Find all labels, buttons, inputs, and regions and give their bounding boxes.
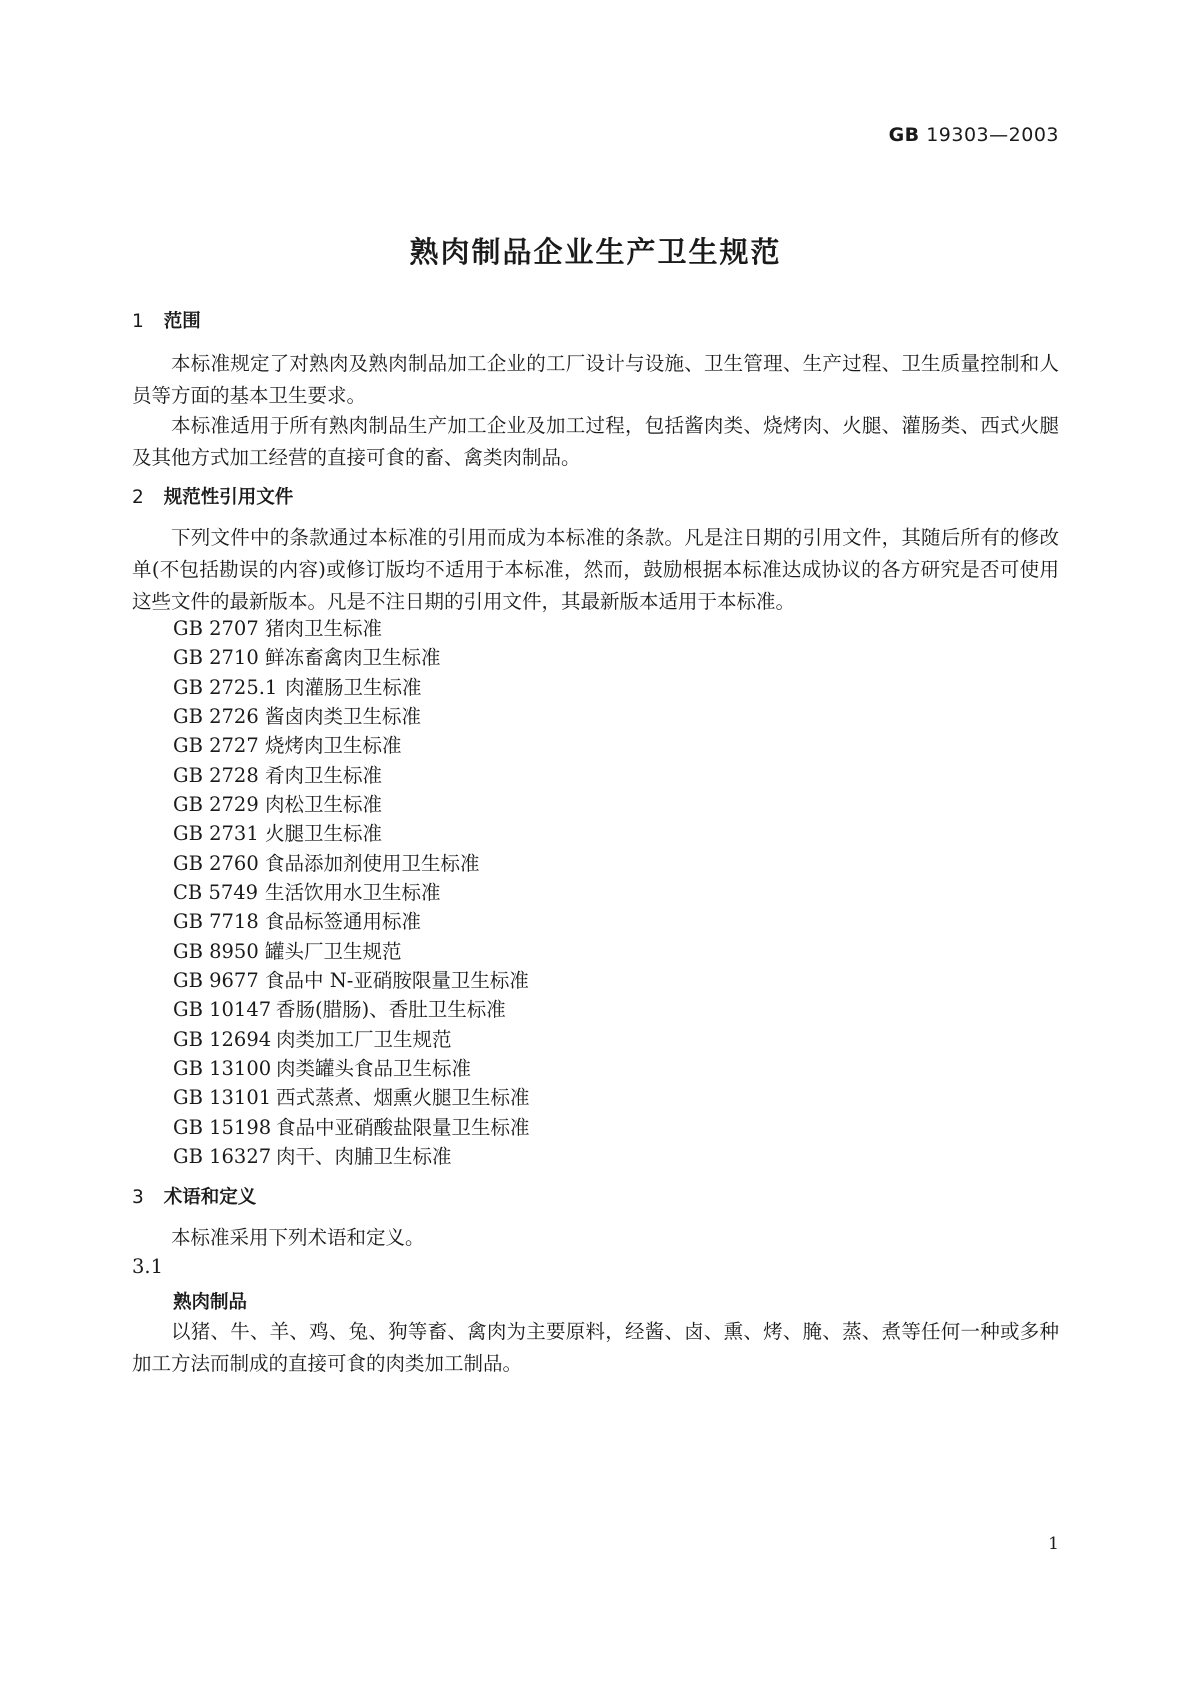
reference-item [173,789,382,817]
reference-code: GB 2731 [173,822,259,845]
reference-item [173,1141,452,1169]
reference-code: GB 12694 [173,1028,272,1051]
reference-item [173,642,441,670]
reference-code: GB 16327 [173,1145,272,1168]
reference-item [173,701,421,729]
standard-code [889,124,1059,146]
section-1-paragraph-2: 本标准适用于所有熟肉制品生产加工企业及加工过程，包括酱肉类、烧烤肉、火腿、灌肠类、西式火腿及其他方式加工经营的直接可食的畜、禽类肉制品。 [132,414,1059,469]
reference-item [173,1053,471,1081]
reference-code: GB 2710 [173,646,259,669]
reference-code: GB 10147 [173,998,272,1021]
reference-item [173,613,382,641]
reference-item [173,965,529,993]
document-title: 熟肉制品企业生产卫生规范 [409,235,782,269]
reference-title: 火腿卫生标准 [265,822,383,845]
reference-code: GB 2727 [173,734,259,757]
reference-code: GB 2760 [173,852,259,875]
reference-code: GB 2725.1 [173,676,278,699]
reference-title: 食品中亚硝酸盐限量卫生标准 [276,1116,530,1139]
term-definition: 以猪、牛、羊、鸡、兔、狗等畜、禽肉为主要原料，经酱、卤、熏、烤、腌、蒸、煮等任何一种或多种加工方法而制成的直接可食的肉类加工制品。 [132,1320,1059,1375]
reference-item [173,1082,530,1110]
page-number: 1 [1048,1534,1059,1554]
reference-title: 肉类罐头食品卫生标准 [276,1057,472,1080]
reference-title: 肉类加工厂卫生规范 [276,1028,452,1051]
reference-item [173,848,480,876]
reference-code: GB 13101 [173,1086,272,1109]
reference-title: 烧烤肉卫生标准 [265,734,402,757]
reference-title: 肉松卫生标准 [265,793,383,816]
reference-item [173,1024,452,1052]
reference-item [173,906,421,934]
section-1-heading [132,307,201,333]
reference-title: 生活饮用水卫生标准 [265,881,441,904]
reference-code: CB 5749 [173,881,259,904]
section-1-number: 1 [132,311,144,332]
reference-title: 鲜冻畜禽肉卫生标准 [265,646,441,669]
section-1-paragraph-1: 本标准规定了对熟肉及熟肉制品加工企业的工厂设计与设施、卫生管理、生产过程、卫生质量控制和人员等方面的基本卫生要求。 [132,352,1059,407]
reference-item [173,936,402,964]
section-2-paragraph: 下列文件中的条款通过本标准的引用而成为本标准的条款。凡是注日期的引用文件，其随后所有的修改单(不包括勘误的内容)或修订版均不适用于本标准，然而，鼓励根据本标准达成协议的各方研究是否可使用这些文件的最新版本。凡是不注日期的引用文件，其最新版本适用于本标准。 [132,526,1059,613]
reference-item [173,877,441,905]
term-number: 3.1 [132,1255,164,1278]
reference-title: 食品添加剂使用卫生标准 [265,852,480,875]
reference-title: 肉灌肠卫生标准 [285,676,422,699]
reference-code: GB 2728 [173,764,259,787]
section-2-number: 2 [132,487,144,508]
term-name: 熟肉制品 [173,1292,248,1313]
reference-item [173,760,382,788]
section-2-heading [132,483,293,509]
reference-code: GB 2729 [173,793,259,816]
reference-title: 食品标签通用标准 [265,910,422,933]
reference-code: GB 2726 [173,705,259,728]
section-2-title: 规范性引用文件 [163,487,294,508]
reference-item [173,1112,530,1140]
section-3-heading [132,1183,256,1209]
reference-code: GB 15198 [173,1116,272,1139]
reference-item [173,672,422,700]
reference-code: GB 2707 [173,617,259,640]
reference-title: 酱卤肉类卫生标准 [265,705,422,728]
reference-title: 肉干、肉脯卫生标准 [276,1145,452,1168]
reference-item [173,818,382,846]
reference-title: 香肠(腊肠)、香肚卫生标准 [276,998,506,1021]
standard-code-prefix: GB [888,124,920,146]
reference-title: 西式蒸煮、烟熏火腿卫生标准 [276,1086,530,1109]
standard-code-number: 19303—2003 [926,124,1059,146]
reference-code: GB 8950 [173,940,259,963]
reference-code: GB 13100 [173,1057,272,1080]
reference-title: 罐头厂卫生规范 [265,940,402,963]
section-3-number: 3 [132,1187,144,1208]
reference-title: 食品中 N-亚硝胺限量卫生标准 [265,969,529,992]
reference-item [173,730,402,758]
section-3-title: 术语和定义 [163,1187,257,1208]
reference-code: GB 9677 [173,969,259,992]
section-1-title: 范围 [163,311,201,332]
section-3-paragraph: 本标准采用下列术语和定义。 [171,1226,425,1249]
reference-title: 猪肉卫生标准 [265,617,383,640]
reference-item [173,994,506,1022]
reference-code: GB 7718 [173,910,259,933]
reference-title: 肴肉卫生标准 [265,764,383,787]
